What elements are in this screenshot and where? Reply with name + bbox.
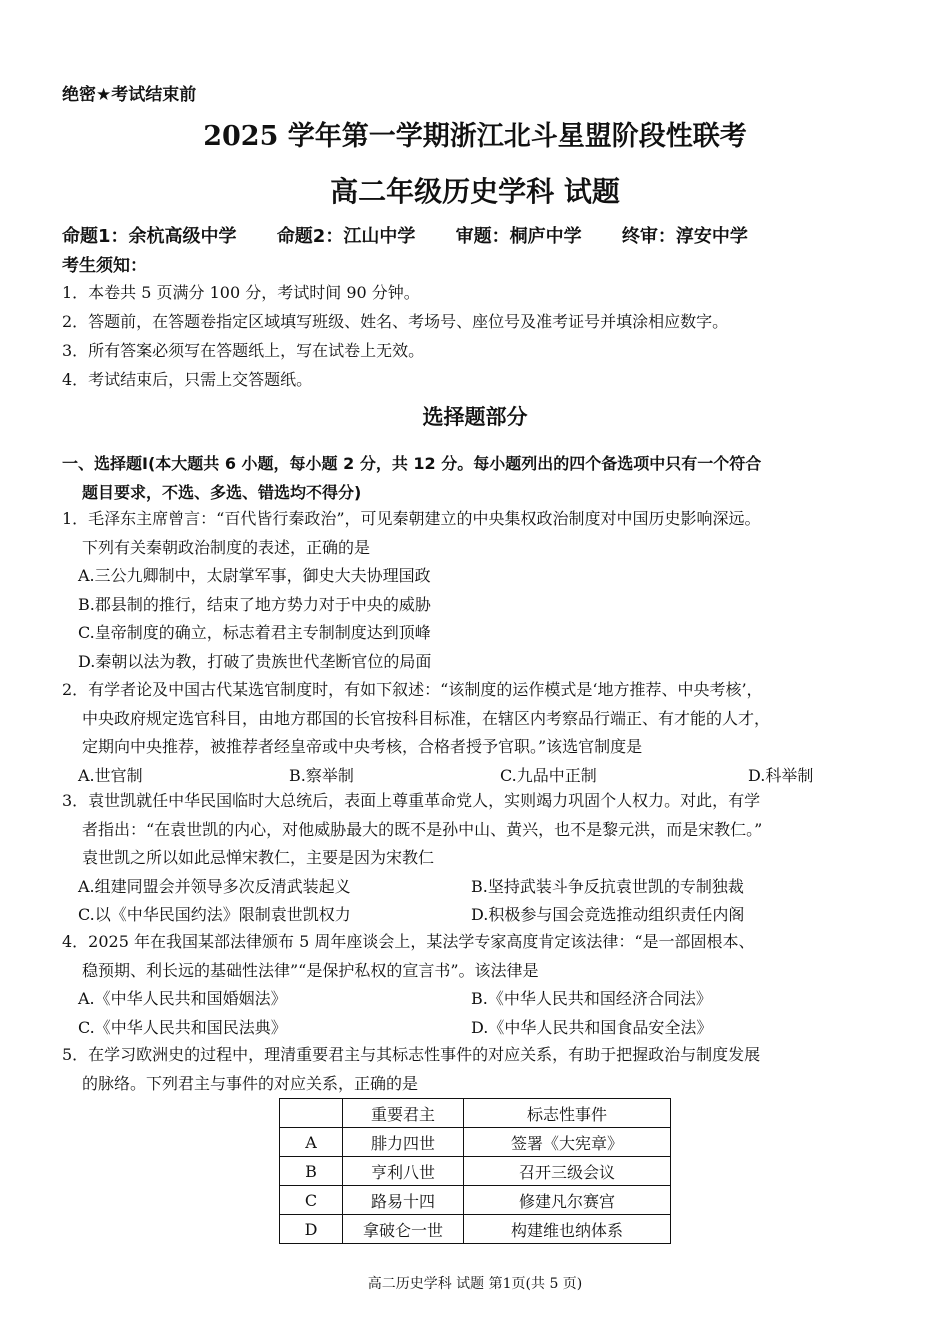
question-stem-cont: 的脉络。下列君主与事件的对应关系，正确的是 (82, 1073, 419, 1093)
table-row (280, 1186, 671, 1215)
option-a: A.世官制 (78, 765, 143, 785)
notice-item: 2．答题前，在答题卷指定区域填写班级、姓名、考场号、座位号及准考证号并填涂相应数字。 (62, 312, 729, 331)
option-b: B.郡县制的推行，结束了地方势力对于中央的威胁 (78, 594, 431, 614)
notice-item: 3．所有答案必须写在答题纸上，写在试卷上无效。 (62, 341, 425, 360)
option-b: B.坚持武装斗争反抗袁世凯的专制独裁 (471, 876, 744, 896)
staff-item: 审题：桐庐中学 (455, 226, 582, 247)
options-row (62, 1014, 892, 1043)
table-cell: 召开三级会议 (464, 1157, 671, 1186)
part-instructions (62, 449, 892, 507)
staff-line (62, 222, 782, 248)
question-stem: 3．袁世凯就任中华民国临时大总统后，表面上尊重革命党人，实则竭力巩固个人权力。对此，有学 (62, 791, 761, 810)
option-c: C.以《中华民国约法》限制袁世凯权力 (78, 905, 351, 924)
confidential-mark: 绝密★考试结束前 (62, 85, 197, 105)
table-cell: 亨利八世 (343, 1157, 464, 1186)
notice-list (62, 278, 728, 394)
staff-item: 终审：淳安中学 (621, 226, 748, 247)
option-c: C.九品中正制 (500, 765, 597, 785)
question-stem: 1．毛泽东主席曾言：“百代皆行秦政治”，可见秦朝建立的中央集权政治制度对中国历史影响深远。 (62, 509, 761, 528)
question-stem-cont: 下列有关秦朝政治制度的表述，正确的是 (82, 537, 371, 557)
part-line-2: 题目要求，不选、多选、错选均不得分) (82, 483, 362, 502)
notice-heading: 考生须知： (62, 256, 147, 276)
table-row (280, 1157, 671, 1186)
table-cell: C (280, 1186, 343, 1215)
options-row (62, 762, 892, 791)
section-title: 选择题部分 (422, 405, 528, 429)
question-stem-cont: 中央政府规定选官科目，由地方郡国的长官按科目标准，在辖区内考察品行端正、有才能的人才， (82, 708, 771, 728)
options-row (62, 873, 892, 902)
staff-item: 命题1：余杭高级中学 (62, 226, 237, 247)
page-footer: 高二历史学科 试题 第1页(共 5 页) (367, 1276, 583, 1292)
question-stem: 2．有学者论及中国古代某选官制度时，有如下叙述：“该制度的运作模式是‘地方推荐、中央考核’， (62, 680, 763, 699)
table-header-cell: 标志性事件 (464, 1099, 671, 1128)
option-b: B.《中华人民共和国经济合同法》 (471, 989, 712, 1008)
option-c: C.《中华人民共和国民法典》 (78, 1017, 287, 1037)
option-a: A.组建同盟会并领导多次反清武装起义 (78, 876, 351, 896)
table-cell: 拿破仑一世 (343, 1215, 464, 1244)
option-c: C.皇帝制度的确立，标志着君主专制制度达到顶峰 (78, 623, 431, 642)
option-d: D.科举制 (748, 765, 814, 785)
option-d: D.秦朝以法为教，打破了贵族世代垄断官位的局面 (78, 651, 432, 671)
question-2 (62, 676, 892, 790)
question-4 (62, 928, 892, 1042)
option-b: B.察举制 (289, 765, 354, 785)
table-cell: 路易十四 (343, 1186, 464, 1215)
question-1 (62, 505, 892, 676)
table-cell: 签署《大宪章》 (464, 1128, 671, 1157)
options-row (62, 985, 892, 1014)
table-row (280, 1128, 671, 1157)
staff-item: 命题2：江山中学 (276, 226, 416, 247)
table-cell: 修建凡尔赛宫 (464, 1186, 671, 1215)
table-cell: D (280, 1215, 343, 1244)
table-cell: 构建维也纳体系 (464, 1215, 671, 1244)
question-stem: 4．2025 年在我国某部法律颁布 5 周年座谈会上，某法学专家高度肯定该法律：“是一部固根本、 (62, 932, 755, 951)
part-line-1: 一、选择题Ⅰ(本大题共 6 小题，每小题 2 分，共 12 分。每小题列出的四个备选项中只有一个符合 (62, 454, 762, 473)
table-header-row (280, 1099, 671, 1128)
option-d: D.《中华人民共和国食品安全法》 (471, 1017, 713, 1037)
exam-title: 2025 学年第一学期浙江北斗星盟阶段性联考 (203, 121, 747, 152)
table-header-cell: 重要君主 (343, 1099, 464, 1128)
question-stem-cont: 稳预期、利长远的基础性法律”“是保护私权的宣言书”。该法律是 (82, 960, 539, 980)
question-3 (62, 787, 892, 930)
table-cell: B (280, 1157, 343, 1186)
notice-item: 1．本卷共 5 页满分 100 分，考试时间 90 分钟。 (62, 283, 420, 302)
question-stem-cont: 者指出：“在袁世凯的内心，对他威胁最大的既不是孙中山、黄兴，也不是黎元洪，而是宋教仁。” (82, 819, 763, 839)
table-cell: 腓力四世 (343, 1128, 464, 1157)
table-cell: A (280, 1128, 343, 1157)
table-row (280, 1215, 671, 1244)
option-a: A.三公九卿制中，太尉掌军事，御史大夫协理国政 (78, 566, 431, 585)
question-stem-cont: 袁世凯之所以如此忌惮宋教仁，主要是因为宋教仁 (82, 848, 435, 867)
question-stem: 5．在学习欧洲史的过程中，理清重要君主与其标志性事件的对应关系，有助于把握政治与制度发展 (62, 1045, 761, 1064)
question-5 (62, 1041, 892, 1098)
options-row (62, 901, 892, 930)
notice-item: 4．考试结束后，只需上交答题纸。 (62, 370, 313, 389)
exam-subtitle: 高二年级历史学科 试题 (330, 175, 620, 208)
option-a: A.《中华人民共和国婚姻法》 (78, 989, 287, 1008)
monarch-event-table (279, 1098, 671, 1244)
option-d: D.积极参与国会竞选推动组织责任内阁 (471, 905, 745, 924)
table-header-cell (280, 1099, 343, 1128)
question-stem-cont: 定期向中央推荐，被推荐者经皇帝或中央考核，合格者授予官职。”该选官制度是 (82, 737, 643, 756)
